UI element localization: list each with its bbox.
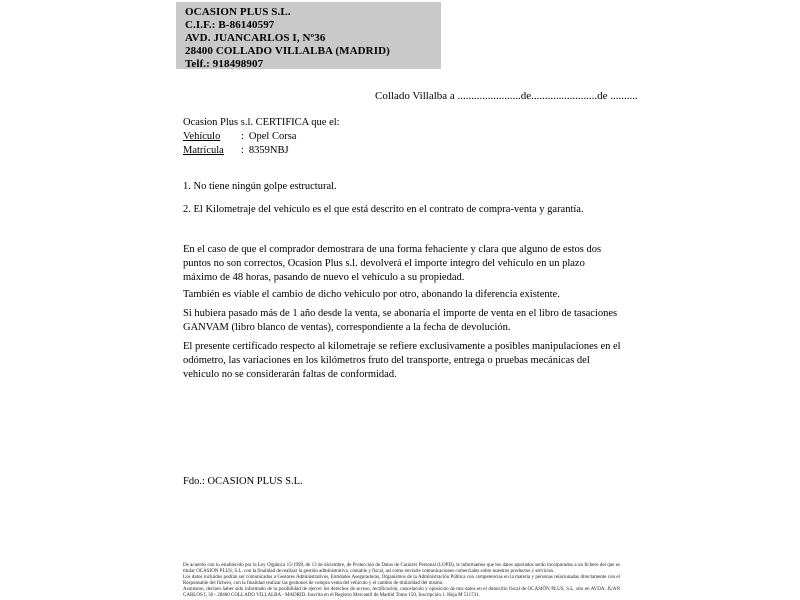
company-phone: Telf.: 918498907 [185,58,264,70]
vehicle-value: Opel Corsa [248,131,297,142]
legal-paragraph-2: Los datos incluidos podrán ser comunicados a Gestores Administrativos, Entidades Aseguradoras, Organismos de la Administración Pública con competencias en la materia y personas relacionadas directamente con el Responsable del fichero, con la finalidad realizar las gestiones de compra venta del vehículo y el cambio de titularidad del mismo. [183,574,620,586]
company-header-block [176,2,441,69]
company-name: OCASION PLUS S.L. [185,6,291,18]
legal-notice [183,563,620,598]
vehicle-label: Vehículo [183,131,221,142]
point-item-2: 2. El Kilometraje del vehículo es el que está descrito en el contrato de compra-venta y garantía. [183,204,584,215]
plate-separator: : [241,145,244,156]
body-paragraph-2: También es viable el cambio de dicho vehiculo por otro, abonando la diferencia existente. [183,289,560,300]
plate-value: 8359NBJ [248,145,289,156]
body-paragraph-3: Si hubiera pasado más de 1 año desde la venta, se abonaría el importe de venta en el libro de tasaciones GANVAM (libro blanco de ventas), correspondiente a la fecha de devolución. [183,308,618,333]
vehicle-separator: : [241,131,244,142]
legal-paragraph-3: Asimismo, declaro haber sido informado de la posibilidad de ejercer los derechos de acceso, rectificación, cancelación y oposición de mis datos en el domicilio fiscal de OCASIÓN PLUS, S.L. sito en AVDA. JUAN CARLOS I, 36 - 28400 COLLADO VILLALBA - MADRID. Inscrita en el Registro Mercantil de Madrid Tomo 150, Inscripción 1. Hoja M 511731. [183,586,620,598]
body-paragraph-1: En el caso de que el comprador demostrara de una forma fehaciente y clara que alguno de estos dos puntos no son correctos, Ocasion Plus s.l. devolverá el importe integro del vehículo en un plazo máximo de 48 horas, pasando de nuevo el vehículo a su propiedad. [183,244,602,283]
plate-row [183,144,621,158]
body-paragraph-4: El presente certificado respecto al kilometraje se refiere exclusivamente a posibles manipulaciones en el odómetro, las variaciones en los kilómetros fruto del transporte, entrega o pruebas mecánicas del vehiculo no se considerarán faltas de conformidad. [183,341,621,380]
signature-line: Fdo.: OCASION PLUS S.L. [183,476,303,487]
point-item-1: 1. No tiene ningún golpe estructural. [183,181,337,192]
certificate-body [183,116,621,382]
company-cif: C.I.F.: B-86140597 [185,19,275,31]
company-city: 28400 COLLADO VILLALBA (MADRID) [185,45,390,57]
company-address: AVD. JUANCARLOS I, Nº36 [185,32,326,44]
plate-label: Matrícula [183,145,224,156]
vehicle-row [183,130,621,144]
date-line: Collado Villalba a .......................de........................de .......... [375,90,638,102]
legal-paragraph-1: De acuerdo con lo establecido por la Ley Orgánica 15/1999, de 13 de diciembre, de Protección de Datos de Carácter Personal (LOPD), le informamos que los datos aportados serán incorporados a un fichero del que es titular OCASION PLUS, S.L. con la finalidad de realizar la gestión administrativa, contable y fiscal, así como enviarle comunicaciones comerciales sobre nuestros productos y servicios. [183,563,620,574]
certifies-line: Ocasion Plus s.l. CERTIFICA que el: [183,117,340,128]
